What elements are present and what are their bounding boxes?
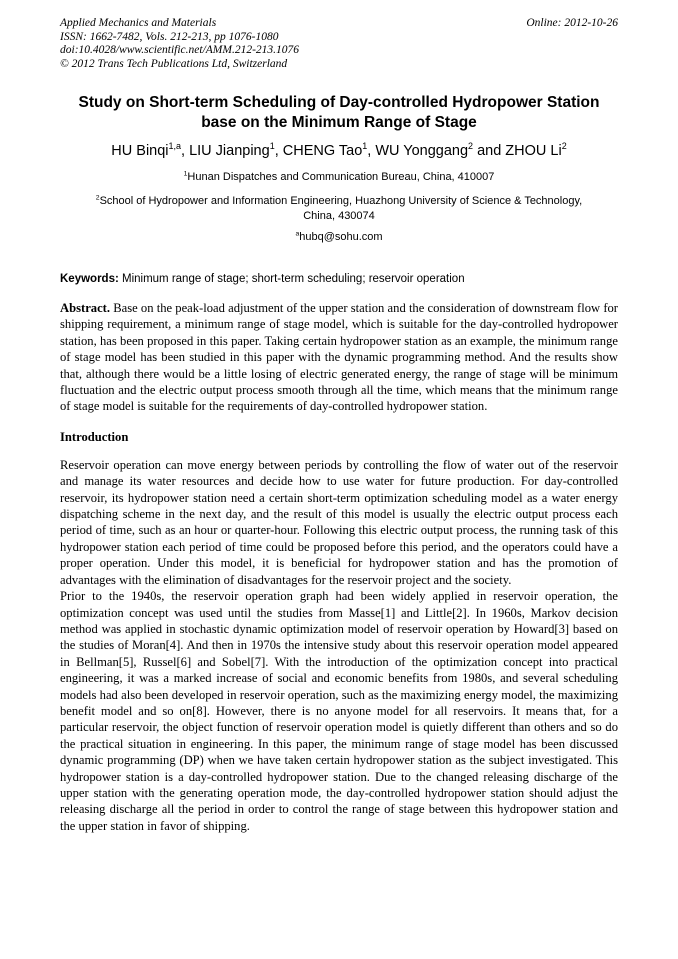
keywords-line: [60, 272, 618, 287]
doi-line: doi:10.4028/www.scientific.net/AMM.212-213.1076: [60, 44, 300, 56]
author-superscript: 1: [362, 141, 368, 152]
author-superscript: 2: [561, 141, 567, 152]
author-name: ZHOU Li: [505, 143, 562, 159]
affiliation-text: School of Hydropower and Information Engineering, Huazhong University of Science & Technology, China, 430074: [99, 195, 583, 222]
abstract-text: Base on the peak-load adjustment of the upper station and the consideration of downstream flow for shipping requirement, a minimum range of stage model, which is suitable for the day-controlled hydropower station, has been proposed in this paper. Taking certain hydropower station as an example, the minimum range of stage model has been studied in this paper with the dynamic programming method. And the results show that, although there would be a little losing of electric generated energy, the range of stage will be minimum fluctuation and the electric output process smooth through all the time, which means that the minimum range of stage model is suitable for the requirements of day-controlled hydropower station.: [60, 301, 618, 414]
email-line: [60, 231, 618, 243]
author-separator: ,: [367, 143, 376, 159]
paper-title: Study on Short-term Scheduling of Day-controlled Hydropower Station base on the Minimum Range of Stage: [78, 94, 600, 131]
email-superscript: a: [295, 230, 300, 238]
copyright-line: © 2012 Trans Tech Publications Ltd, Switzerland: [60, 57, 288, 70]
author-superscript: 2: [468, 141, 474, 152]
keywords-text: Minimum range of stage; short-term scheduling; reservoir operation: [118, 273, 465, 285]
author-name: LIU Jianping: [189, 143, 270, 159]
author-name: HU Binqi: [111, 143, 169, 159]
affiliation-text: Hunan Dispatches and Communication Bureau, China, 410007: [187, 171, 495, 183]
abstract-paragraph: [60, 300, 618, 415]
introduction-paragraph-2: Prior to the 1940s, the reservoir operation graph had been widely applied in reservoir operation, the optimization concept was used until the studies from Masse[1] and Little[2]. In 1960s, Markov decision method was applied in stochastic dynamic optimization model of reservoir operation by Howard[3] based on the studies of Moran[4]. And then in 1970s the intensive study about this reservoir operation model appeared in Bellman[5], Russel[6] and Sobel[7]. With the introduction of the optimization concept into practical engineering, it was a marked increase of social and economic benefits from 1980s, and several scheduling models had also been developed in reservoir operation, such as the maximizing energy model, the maximizing benefit model and so on[8]. However, there is no anyone model for all reservoirs. It means that, for a particular reservoir, the object function of reservoir operation model is quietly different than others and so do the practical situation in engineering. In this paper, the minimum range of stage model has been discussed dynamic programming (DP) when we have taken certain hydropower station as the subject investigated. This hydropower station is a day-controlled hydropower station. Due to the changed releasing discharge of the upper station with the generating operation mode, the day-controlled hydropower station should adjust the releasing discharge all the period in order to control the range of stage between this hydropower station and the upper station in favor of shipping.: [60, 589, 618, 833]
affiliation-superscript: 2: [95, 194, 100, 202]
author-superscript: 1,a: [168, 141, 182, 152]
author: [283, 143, 376, 159]
journal-header: [60, 17, 618, 71]
affiliation-1: [60, 170, 618, 185]
email-address: hubq@sohu.com: [299, 231, 383, 243]
authors-line: [60, 142, 618, 161]
author-name: CHENG Tao: [282, 143, 363, 159]
affiliation-superscript: 1: [183, 170, 188, 178]
keywords-label: Keywords:: [60, 273, 119, 285]
author-separator: and: [473, 143, 506, 159]
author: [505, 143, 566, 159]
online-date: Online: 2012-10-26: [526, 17, 618, 29]
author: [111, 143, 189, 159]
issn-line: ISSN: 1662-7482, Vols. 212-213, pp 1076-1080: [60, 30, 279, 43]
author-name: WU Yonggang: [375, 143, 469, 159]
author-separator: ,: [274, 143, 283, 159]
author-superscript: 1: [269, 141, 275, 152]
author: [375, 143, 505, 159]
journal-title: Applied Mechanics and Materials: [60, 17, 217, 29]
introduction-paragraph-1: Reservoir operation can move energy between periods by controlling the flow of water out of the reservoir and manage its water resources and decide how to use water for future production. For day-controlled reservoir, its hydropower station need a certain short-term optimization scheduling model as a water energy dispatching scheme in the next day, and the result of this model is usually the electric output process each period of time, such as an hour or quarter-hour. Following this electric output process, the running task of this hydropower station each period of time could be proposed before this period, and the operators could have a proper operation. Under this model, it is beneficial for hydropower station and has the promotion of advantages with the elimination of disadvantages for the reservoir project and the society.: [60, 457, 618, 587]
author-separator: ,: [181, 143, 190, 159]
abstract-label: Abstract.: [60, 301, 111, 315]
affiliation-2: [87, 194, 592, 224]
section-heading-introduction: Introduction: [60, 429, 129, 444]
author: [189, 143, 283, 159]
journal-header-row: [60, 17, 618, 31]
